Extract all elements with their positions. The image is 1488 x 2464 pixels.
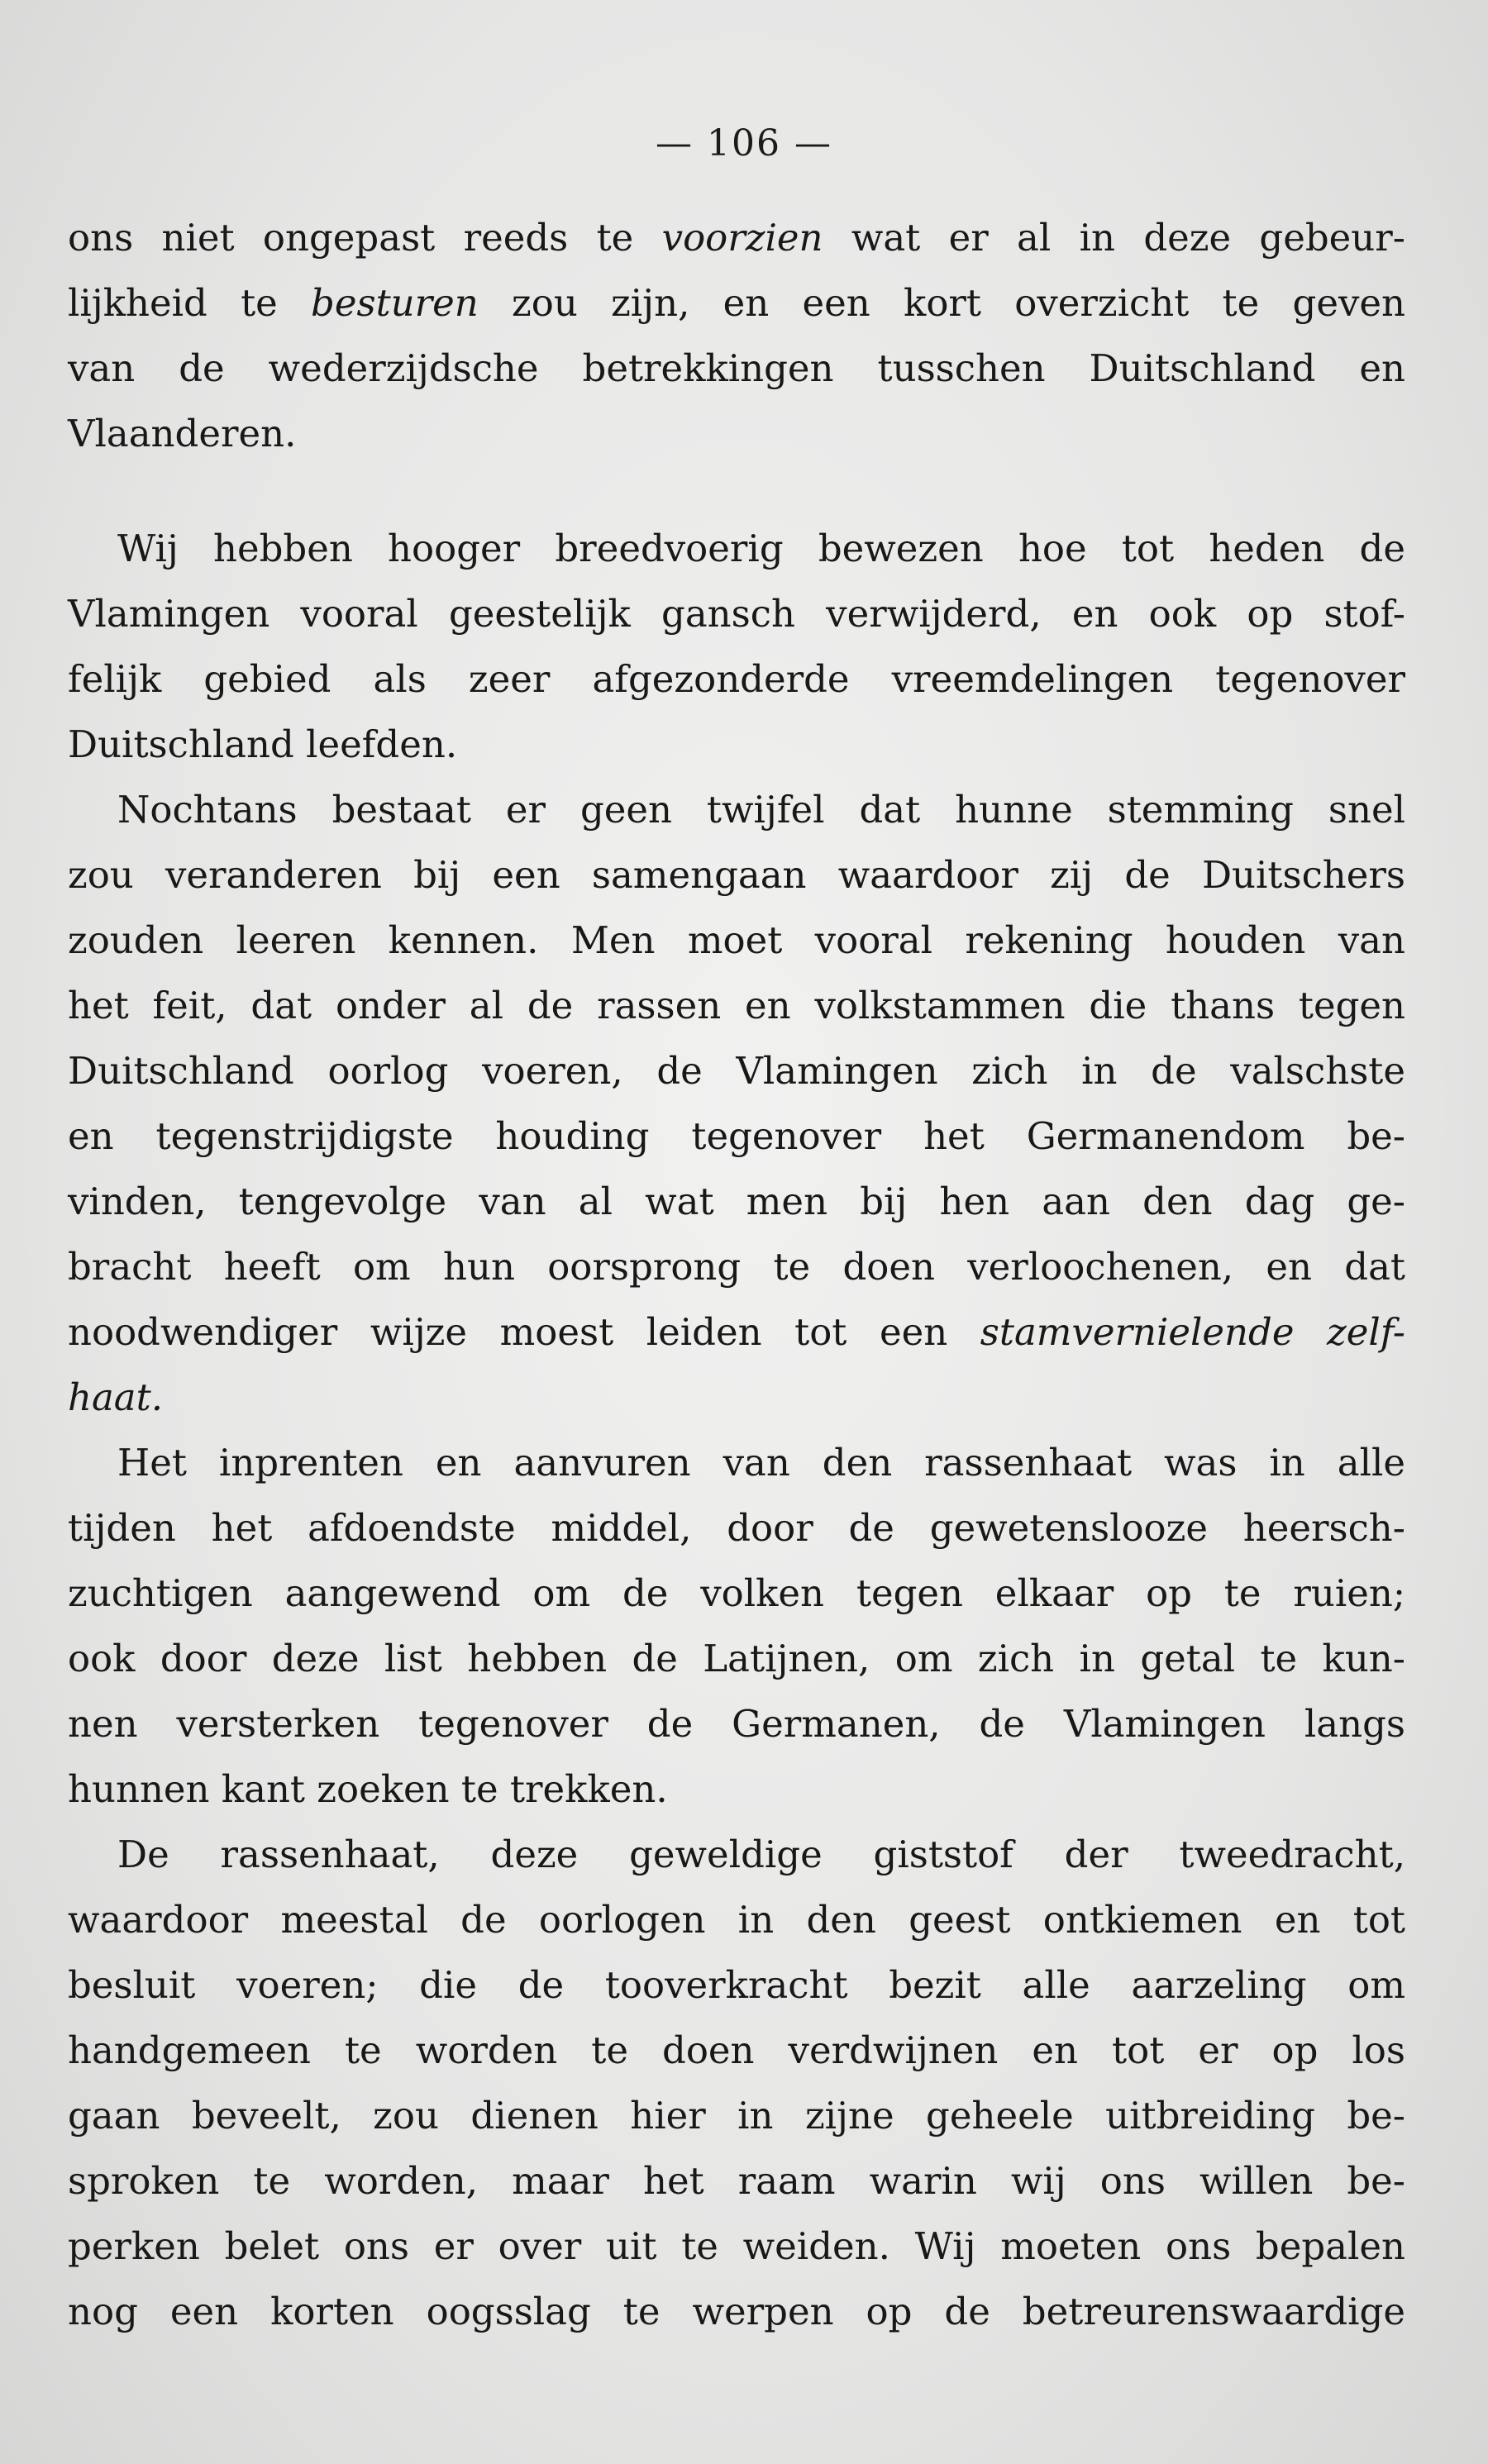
page-number: — 106 — xyxy=(656,122,832,164)
text-line: lijkheid te besturen zou zijn, en een kort overzicht te geven xyxy=(68,281,1405,325)
text-line: Duitschland oorlog voeren, de Vlamingen zich in de valschste xyxy=(68,1049,1405,1093)
text-line: zuchtigen aangewend om de volken tegen elkaar op te ruien; xyxy=(68,1571,1405,1615)
text-line: hunnen kant zoeken te trekken. xyxy=(68,1767,668,1811)
text-line: sproken te worden, maar het raam warin wij ons willen be- xyxy=(68,2159,1405,2203)
text-line: vinden, tengevolge van al wat men bij hen aan den dag ge- xyxy=(68,1180,1405,1223)
text-line: nog een korten oogsslag te werpen op de betreurenswaardige xyxy=(68,2290,1405,2333)
text-line: bracht heeft om hun oorsprong te doen verloochenen, en dat xyxy=(68,1245,1405,1289)
paragraph xyxy=(68,1430,1405,1822)
paragraph xyxy=(68,1822,1405,2344)
text-line: het feit, dat onder al de rassen en volkstammen die thans tegen xyxy=(68,984,1405,1027)
text-line: Vlaanderen. xyxy=(68,412,297,455)
text-line: besluit voeren; die de tooverkracht bezit alle aarzeling om xyxy=(68,1963,1405,2007)
text-line: haat. xyxy=(68,1375,164,1419)
text-line: en tegenstrijdigste houding tegenover het Germanendom be- xyxy=(68,1114,1405,1158)
text-line: ons niet ongepast reeds te voorzien wat er al in deze gebeur- xyxy=(68,216,1405,260)
text-line: felijk gebied als zeer afgezonderde vreemdelingen tegenover xyxy=(68,657,1405,701)
text-line: Wij hebben hooger breedvoerig bewezen hoe tot heden de xyxy=(117,527,1405,570)
text-line: tijden het afdoendste middel, door de gewetenslooze heersch- xyxy=(68,1506,1405,1550)
text-line: handgemeen te worden te doen verdwijnen en tot er op los xyxy=(68,2028,1405,2072)
paragraph xyxy=(68,777,1405,1430)
text-line: zouden leeren kennen. Men moet vooral rekening houden van xyxy=(68,918,1405,962)
text-line: De rassenhaat, deze geweldige giststof der tweedracht, xyxy=(117,1833,1405,1876)
text-line: perken belet ons er over uit te weiden. Wij moeten ons bepalen xyxy=(68,2224,1405,2268)
text-line: van de wederzijdsche betrekkingen tusschen Duitschland en xyxy=(68,346,1405,390)
text-line: noodwendiger wijze moest leiden tot een stamvernielende zelf- xyxy=(68,1310,1406,1354)
text-line: zou veranderen bij een samengaan waardoor zij de Duitschers xyxy=(68,853,1405,897)
body-text xyxy=(68,205,1405,2344)
text-line: waardoor meestal de oorlogen in den geest ontkiemen en tot xyxy=(68,1898,1405,1942)
text-line: ook door deze list hebben de Latijnen, om zich in getal te kun- xyxy=(68,1637,1405,1680)
paragraph xyxy=(68,205,1405,466)
text-line: Vlamingen vooral geestelijk gansch verwijderd, en ook op stof- xyxy=(68,592,1405,636)
text-line: Het inprenten en aanvuren van den rassenhaat was in alle xyxy=(117,1441,1405,1485)
text-line: gaan beveelt, zou dienen hier in zijne geheele uitbreiding be- xyxy=(68,2094,1405,2138)
text-line: Nochtans bestaat er geen twijfel dat hunne stemming snel xyxy=(117,788,1405,832)
paragraph xyxy=(68,516,1405,777)
text-line: Duitschland leefden. xyxy=(68,722,458,766)
text-line: nen versterken tegenover de Germanen, de Vlamingen langs xyxy=(68,1702,1405,1746)
